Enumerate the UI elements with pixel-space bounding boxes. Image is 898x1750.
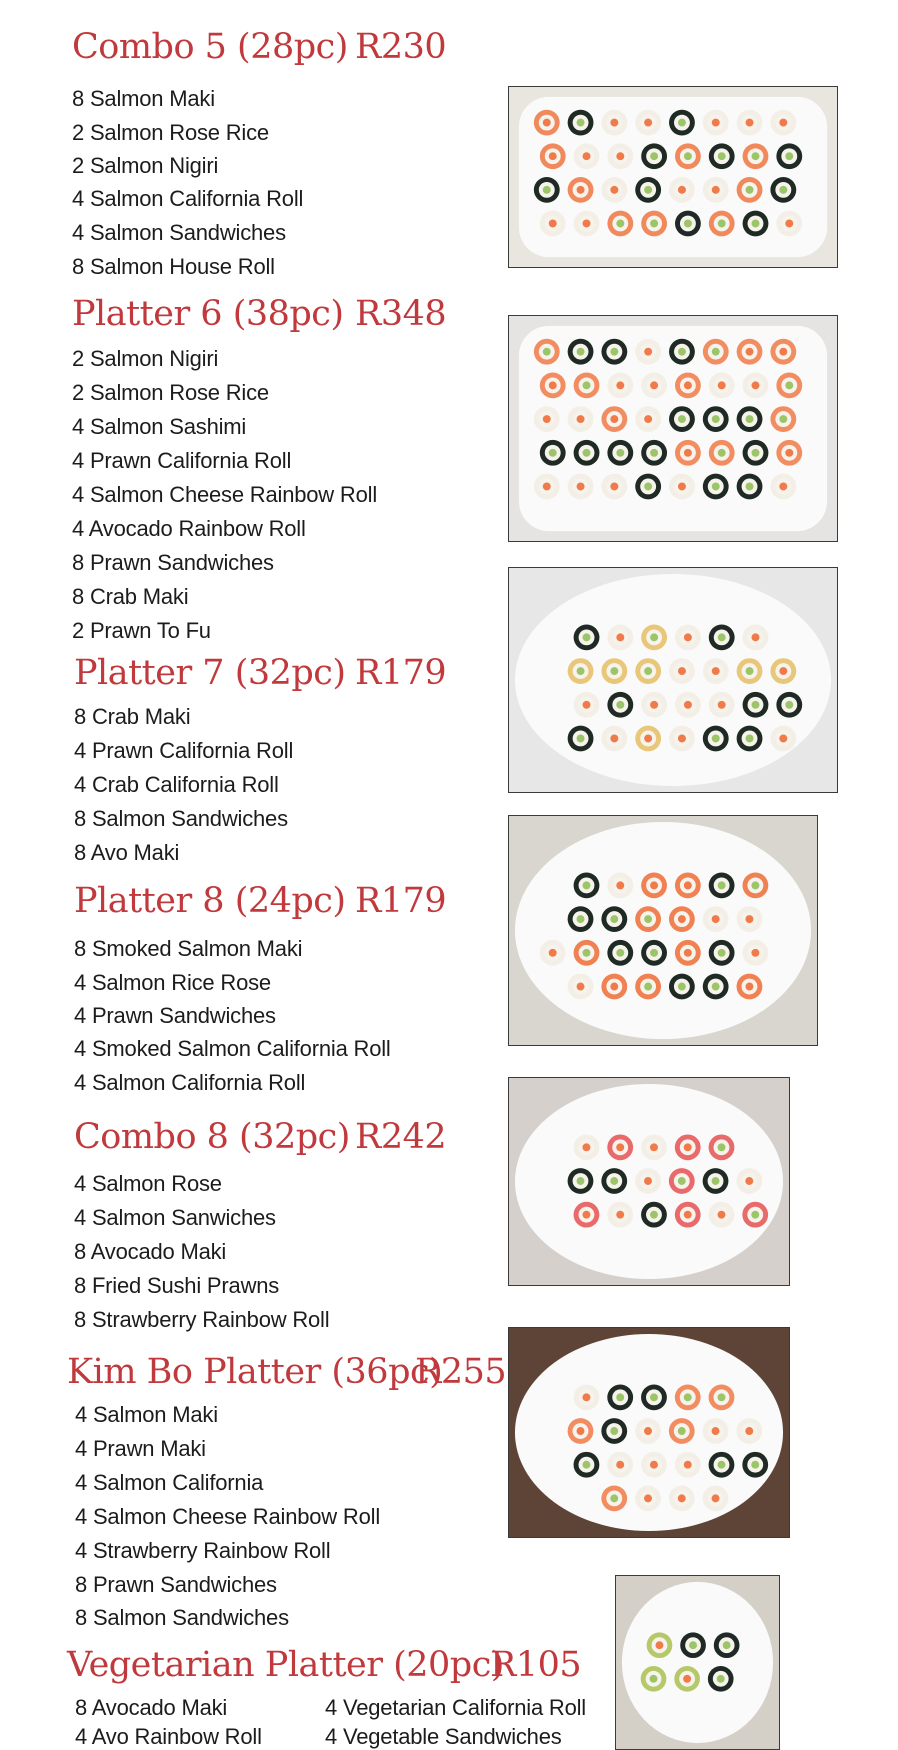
- section-title: Combo 5 (28pc): [72, 27, 348, 67]
- section-title: Kim Bo Platter (36pc): [67, 1352, 443, 1392]
- section-price: R255: [415, 1352, 507, 1392]
- section-title: Vegetarian Platter (20pc): [67, 1645, 504, 1685]
- menu-item: 4 Crab California Roll: [74, 772, 279, 797]
- menu-item: 8 Prawn Sandwiches: [72, 550, 274, 575]
- menu-item: 8 Salmon Maki: [72, 86, 215, 111]
- menu-item: 4 Prawn California Roll: [72, 448, 292, 473]
- sushi-platter-photo: [615, 1575, 780, 1750]
- section-title: Platter 8 (24pc): [74, 881, 346, 921]
- menu-item: 4 Salmon Sashimi: [72, 414, 247, 439]
- menu-item: 4 Vegetable Sandwiches: [325, 1724, 562, 1749]
- menu-item: 2 Salmon Nigiri: [72, 153, 219, 178]
- menu-item: 4 Salmon California: [75, 1470, 264, 1495]
- menu-item: 2 Salmon Nigiri: [72, 346, 219, 371]
- menu-item: 8 Avo Maki: [74, 840, 180, 865]
- menu-item: 4 Salmon Rice Rose: [74, 970, 271, 995]
- section-price: R230: [355, 27, 447, 67]
- menu-item: 8 Avocado Maki: [75, 1695, 228, 1720]
- section-price: R105: [490, 1645, 582, 1685]
- menu-item: 8 Smoked Salmon Maki: [74, 936, 303, 961]
- menu-item: 8 Fried Sushi Prawns: [74, 1273, 280, 1298]
- sushi-platter-photo: [508, 1077, 790, 1286]
- menu-item: 2 Salmon Rose Rice: [72, 120, 269, 145]
- section-title: Platter 6 (38pc): [72, 294, 344, 334]
- menu-item: 4 Avo Rainbow Roll: [75, 1724, 262, 1749]
- menu-item: 4 Avocado Rainbow Roll: [72, 516, 306, 541]
- sushi-platter-photo: [508, 1327, 790, 1538]
- menu-item: 8 Prawn Sandwiches: [75, 1572, 277, 1597]
- menu-item: 4 Salmon Cheese Rainbow Roll: [75, 1504, 381, 1529]
- menu-item: 4 Smoked Salmon California Roll: [74, 1036, 391, 1061]
- menu-item: 4 Salmon Cheese Rainbow Roll: [72, 482, 378, 507]
- sushi-platter-photo: [508, 86, 838, 268]
- section-price: R348: [355, 294, 447, 334]
- menu-item: 4 Vegetarian California Roll: [325, 1695, 586, 1720]
- menu-item: 8 Strawberry Rainbow Roll: [74, 1307, 330, 1332]
- sushi-platter-photo: [508, 815, 818, 1046]
- menu-item: 4 Prawn Maki: [75, 1436, 206, 1461]
- menu-item: 8 Crab Maki: [74, 704, 191, 729]
- menu-item: 4 Salmon California Roll: [72, 186, 304, 211]
- menu-item: 4 Salmon Sanwiches: [74, 1205, 276, 1230]
- section-price: R242: [355, 1117, 447, 1157]
- menu-item: 4 Prawn Sandwiches: [74, 1003, 276, 1028]
- menu-item: 4 Salmon Sandwiches: [72, 220, 286, 245]
- section-title: Platter 7 (32pc): [74, 653, 346, 693]
- menu-item: 4 Strawberry Rainbow Roll: [75, 1538, 331, 1563]
- menu-item: 4 Salmon Maki: [75, 1402, 218, 1427]
- menu-item: 4 Salmon California Roll: [74, 1070, 306, 1095]
- section-title: Combo 8 (32pc): [74, 1117, 350, 1157]
- sushi-platter-photo: [508, 315, 838, 542]
- menu-item: 8 Crab Maki: [72, 584, 189, 609]
- menu-item: 8 Salmon Sandwiches: [74, 806, 288, 831]
- section-price: R179: [355, 653, 447, 693]
- menu-item: 8 Avocado Maki: [74, 1239, 227, 1264]
- menu-item: 8 Salmon House Roll: [72, 254, 275, 279]
- section-price: R179: [355, 881, 447, 921]
- sushi-platter-photo: [508, 567, 838, 793]
- menu-item: 2 Salmon Rose Rice: [72, 380, 269, 405]
- menu-item: 2 Prawn To Fu: [72, 618, 211, 643]
- menu-item: 4 Salmon Rose: [74, 1171, 222, 1196]
- menu-item: 4 Prawn California Roll: [74, 738, 294, 763]
- menu-item: 8 Salmon Sandwiches: [75, 1605, 289, 1630]
